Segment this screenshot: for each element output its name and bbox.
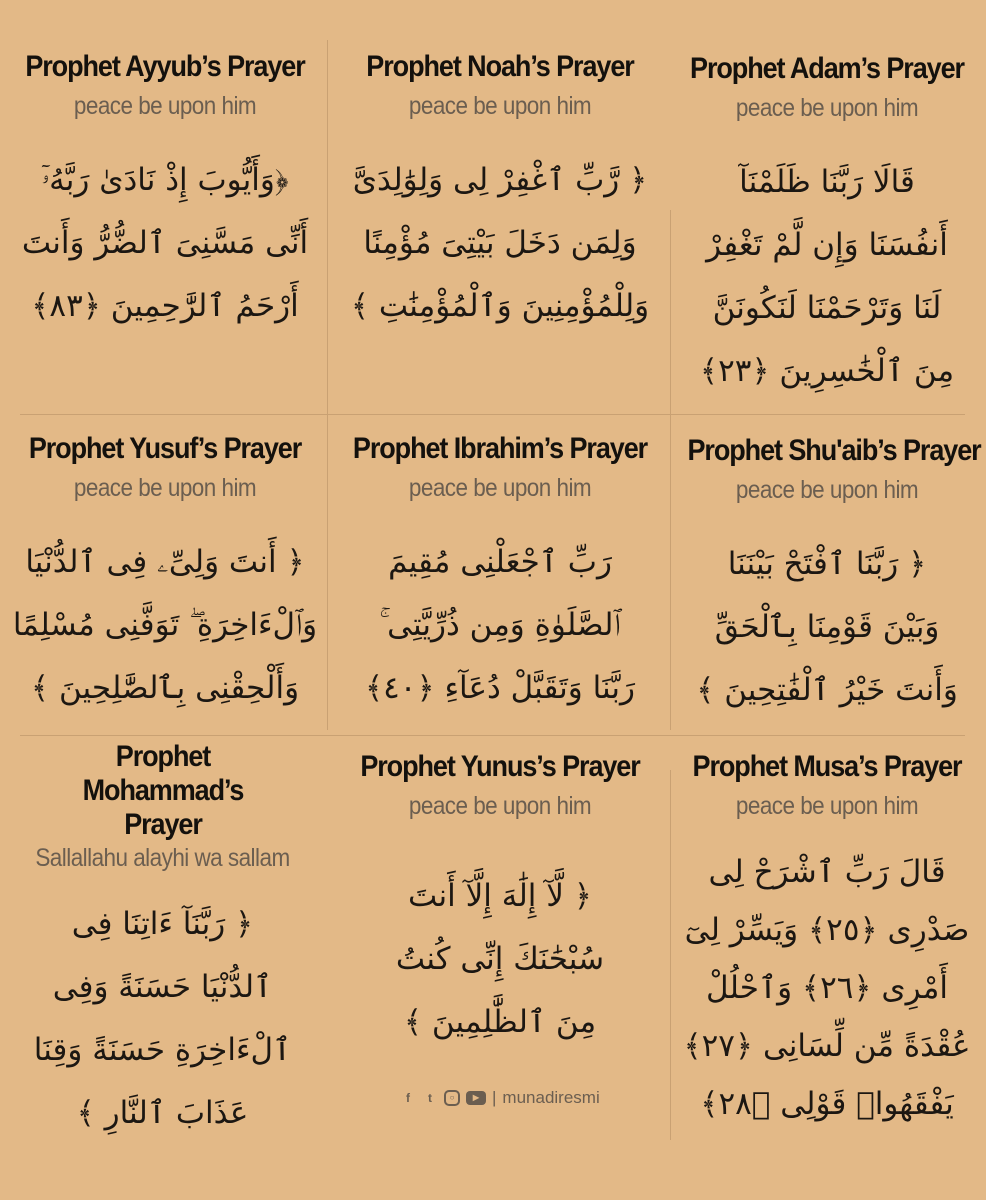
verse-line: رَبِّ ٱجْعَلْنِى مُقِيمَ	[388, 544, 612, 580]
verse-line: أَنفُسَنَا وَإِن لَّمْ تَغْفِرْ	[706, 227, 948, 263]
arabic-verse	[5, 531, 325, 720]
verse-line: ﴿ رَبَّنَآ ءَاتِنَا فِى	[71, 906, 254, 942]
card-subtitle: peace be upon him	[408, 92, 592, 120]
card-title: Prophet Adam’s Prayer	[690, 52, 964, 85]
verse-line: مِنَ ٱلْخَٰسِرِينَ ﴿٢٣﴾	[699, 353, 955, 389]
prayer-card-adam	[672, 52, 982, 403]
card-title: Prophet Shu'aib’s Prayer	[687, 434, 981, 467]
verse-line: ٱلدُّنْيَا حَسَنَةً وَفِى	[52, 969, 273, 1005]
card-title: Prophet Ayyub’s Prayer	[25, 50, 305, 83]
verse-line: وَأَنتَ خَيْرُ ٱلْفَٰتِحِينَ ﴾	[696, 672, 958, 708]
card-subtitle: Sallallahu alayhi wa sallam	[35, 844, 290, 872]
divider-vertical-bottom	[670, 770, 671, 1140]
divider-horizontal-top	[20, 414, 965, 415]
card-title: Prophet Mohammad’s Prayer	[82, 740, 243, 841]
card-subtitle: peace be upon him	[735, 792, 919, 820]
verse-line: لَنَا وَتَرْحَمْنَا لَنَكُونَنَّ	[712, 290, 942, 326]
verse-line: مِنَ ٱلظَّٰلِمِينَ ﴾	[403, 1004, 597, 1040]
instagram-icon[interactable]: ○	[444, 1090, 460, 1106]
verse-line: ٱلصَّلَوٰةِ وَمِن ذُرِّيَّتِى ۚ	[379, 607, 621, 643]
arabic-verse	[335, 149, 665, 338]
verse-line: قَالَ رَبِّ ٱشْرَحْ لِى	[708, 854, 946, 890]
verse-line: قَالَا رَبَّنَا ظَلَمْنَآ	[739, 164, 915, 200]
prayer-card-yunus	[335, 750, 665, 1054]
card-title: Prophet Yusuf’s Prayer	[28, 432, 302, 465]
prayer-card-noah	[335, 50, 665, 338]
arabic-verse	[672, 151, 982, 403]
verse-line: ﴿ لَّآ إِلَٰهَ إِلَّآ أَنتَ	[408, 878, 592, 914]
card-subtitle: peace be upon him	[73, 92, 257, 120]
card-subtitle: peace be upon him	[73, 474, 257, 502]
youtube-icon[interactable]: ▶	[466, 1091, 486, 1105]
twitter-icon[interactable]: t	[428, 1091, 432, 1105]
arabic-verse	[0, 893, 325, 1145]
verse-line: صَدْرِى ﴿٢٥﴾ وَيَسِّرْ لِىٓ	[684, 912, 970, 948]
prayer-card-ibrahim	[330, 432, 670, 720]
verse-line: ﴿ رَبَّنَا ٱفْتَحْ بَيْنَنَا	[727, 546, 927, 582]
verse-line: ﴿ أَنتَ وَلِىِّۦ فِى ٱلدُّنْيَا	[25, 544, 305, 580]
verse-line: ٱلْءَاخِرَةِ حَسَنَةً وَقِنَا	[33, 1032, 292, 1068]
verse-line: وَبَيْنَ قَوْمِنَا بِٱلْحَقِّ	[714, 609, 940, 645]
verse-line: يَفْقَهُوا۟ قَوْلِى ﴿٢٨﴾	[700, 1086, 954, 1122]
verse-line: عُقْدَةً مِّن لِّسَانِى ﴿٢٧﴾	[683, 1028, 971, 1064]
verse-line: أَنِّى مَسَّنِىَ ٱلضُّرُّ وَأَنتَ	[21, 225, 309, 261]
verse-line: رَبَّنَا وَتَقَبَّلْ دُعَآءِ ﴿٤٠﴾	[364, 670, 636, 706]
card-title: Prophet Yunus’s Prayer	[360, 750, 640, 783]
verse-line: وَلِمَن دَخَلَ بَيْتِىَ مُؤْمِنًا	[363, 225, 637, 261]
arabic-verse	[335, 865, 665, 1054]
arabic-verse	[672, 533, 982, 722]
prayer-card-mohammad	[0, 740, 325, 1145]
card-subtitle: peace be upon him	[735, 94, 919, 122]
card-title: Prophet Noah’s Prayer	[366, 50, 634, 83]
verse-line: وَٱلْءَاخِرَةِ ۖ تَوَفَّنِى مُسْلِمًا	[12, 607, 318, 643]
verse-line: أَمْرِى ﴿٢٦﴾ وَٱحْلُلْ	[706, 970, 948, 1006]
card-subtitle: peace be upon him	[408, 474, 592, 502]
social-footer	[400, 1088, 600, 1108]
footer-separator: |	[492, 1088, 497, 1107]
verse-line: وَلِلْمُؤْمِنِينَ وَٱلْمُؤْمِنَٰتِ ﴾	[350, 288, 650, 324]
verse-line: ﴿وَأَيُّوبَ إِذْ نَادَىٰ رَبَّهُۥٓ	[41, 162, 289, 198]
arabic-verse	[330, 531, 670, 720]
card-title: Prophet Ibrahim’s Prayer	[352, 432, 648, 465]
verse-line: أَرْحَمُ ٱلرَّٰحِمِينَ ﴿٨٣﴾	[31, 288, 299, 324]
verse-line: عَذَابَ ٱلنَّارِ ﴾	[76, 1095, 249, 1131]
card-title: Prophet Musa’s Prayer	[692, 750, 962, 783]
social-handle[interactable]: munadiresmi	[502, 1088, 600, 1107]
card-subtitle: peace be upon him	[735, 476, 919, 504]
divider-vertical-left	[327, 40, 328, 730]
arabic-verse	[5, 149, 325, 338]
facebook-icon[interactable]: f	[406, 1091, 410, 1105]
verse-line: ﴿ رَّبِّ ٱغْفِرْ لِى وَلِوَٰلِدَىَّ	[352, 162, 648, 198]
prayer-card-shuaib	[672, 434, 982, 722]
prayer-card-yusuf	[5, 432, 325, 720]
divider-horizontal-bottom	[20, 735, 965, 736]
prayer-card-musa	[672, 750, 982, 1133]
card-subtitle: peace be upon him	[408, 792, 592, 820]
divider-vertical-right	[670, 210, 671, 730]
verse-line: وَأَلْحِقْنِى بِٱلصَّٰلِحِينَ ﴾	[30, 670, 300, 706]
verse-line: سُبْحَٰنَكَ إِنِّى كُنتُ	[395, 941, 605, 977]
prayer-card-ayyub	[5, 50, 325, 338]
arabic-verse	[672, 843, 982, 1133]
